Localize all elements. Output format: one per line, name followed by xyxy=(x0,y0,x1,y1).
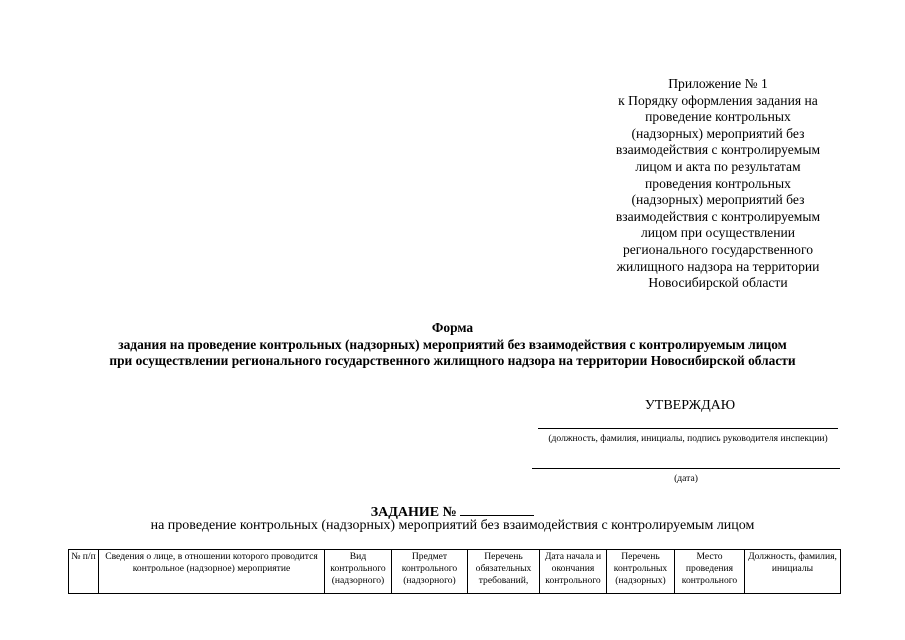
appendix-line: (надзорных) мероприятий без xyxy=(631,192,805,208)
appendix-line: Приложение № 1 xyxy=(668,76,768,91)
table-header-cell xyxy=(392,550,468,594)
table-header-cell xyxy=(675,550,745,594)
table-header-cell xyxy=(69,550,99,594)
table-header-cell xyxy=(607,550,675,594)
header-text: Место проведения контрольного xyxy=(681,551,738,586)
signature-caption: (должность, фамилия, инициалы, подпись руководителя инспекции) xyxy=(548,433,828,444)
appendix-line: проведения контрольных xyxy=(645,175,791,191)
date-caption: (дата) xyxy=(674,473,698,484)
form-title-line: Форма xyxy=(431,320,474,335)
appendix-line: проведение контрольных xyxy=(645,109,791,125)
appendix-block xyxy=(588,76,848,292)
form-title xyxy=(0,320,905,370)
appendix-line: к Порядку оформления задания на xyxy=(618,92,818,108)
table-header-cell xyxy=(325,550,392,594)
table-header-cell xyxy=(540,550,607,594)
header-text: Дата начала и окончания контрольного xyxy=(544,551,602,586)
form-title-line: задания на проведение контрольных (надзорных) мероприятий без взаимодействия с контролируемым лицом xyxy=(118,336,787,352)
table-header-cell xyxy=(468,550,540,594)
header-text: Перечень контрольных (надзорных) xyxy=(613,551,668,586)
date-line xyxy=(532,468,840,469)
approval-label: УТВЕРЖДАЮ xyxy=(644,398,736,413)
header-text: Должность, фамилия, инициалы xyxy=(748,551,837,574)
table-header-cell xyxy=(99,550,325,594)
task-number-blank xyxy=(460,502,534,516)
task-table xyxy=(68,549,841,594)
appendix-line: Новосибирской области xyxy=(648,275,788,291)
header-text: Предмет контрольного (надзорного) xyxy=(401,551,458,586)
appendix-line: взаимодействия с контролируемым xyxy=(615,208,821,224)
header-text: № п/п xyxy=(71,551,96,562)
header-text: Сведения о лице, в отношении которого проводится контрольное (надзорное) мероприятие xyxy=(105,551,318,574)
appendix-line: жилищного надзора на территории xyxy=(616,258,820,274)
signature-line xyxy=(538,428,838,429)
appendix-line: взаимодействия с контролируемым xyxy=(615,142,821,158)
appendix-line: (надзорных) мероприятий без xyxy=(631,125,805,141)
header-text: Вид контрольного (надзорного) xyxy=(330,551,386,586)
appendix-line: лицом при осуществлении xyxy=(640,225,796,241)
form-title-line: при осуществлении регионального государственного жилищного надзора на территории Новосибирской области xyxy=(109,353,796,368)
task-heading: ЗАДАНИЕ № xyxy=(370,505,457,520)
appendix-line: регионального государственного xyxy=(622,241,814,257)
header-text: Перечень обязательных требований, xyxy=(475,551,532,586)
appendix-line: лицом и акта по результатам xyxy=(635,158,801,174)
table-header-row xyxy=(69,550,841,594)
task-subtitle: на проведение контрольных (надзорных) мероприятий без взаимодействия с контролируемым лицом xyxy=(150,518,755,533)
table-header-cell xyxy=(745,550,841,594)
